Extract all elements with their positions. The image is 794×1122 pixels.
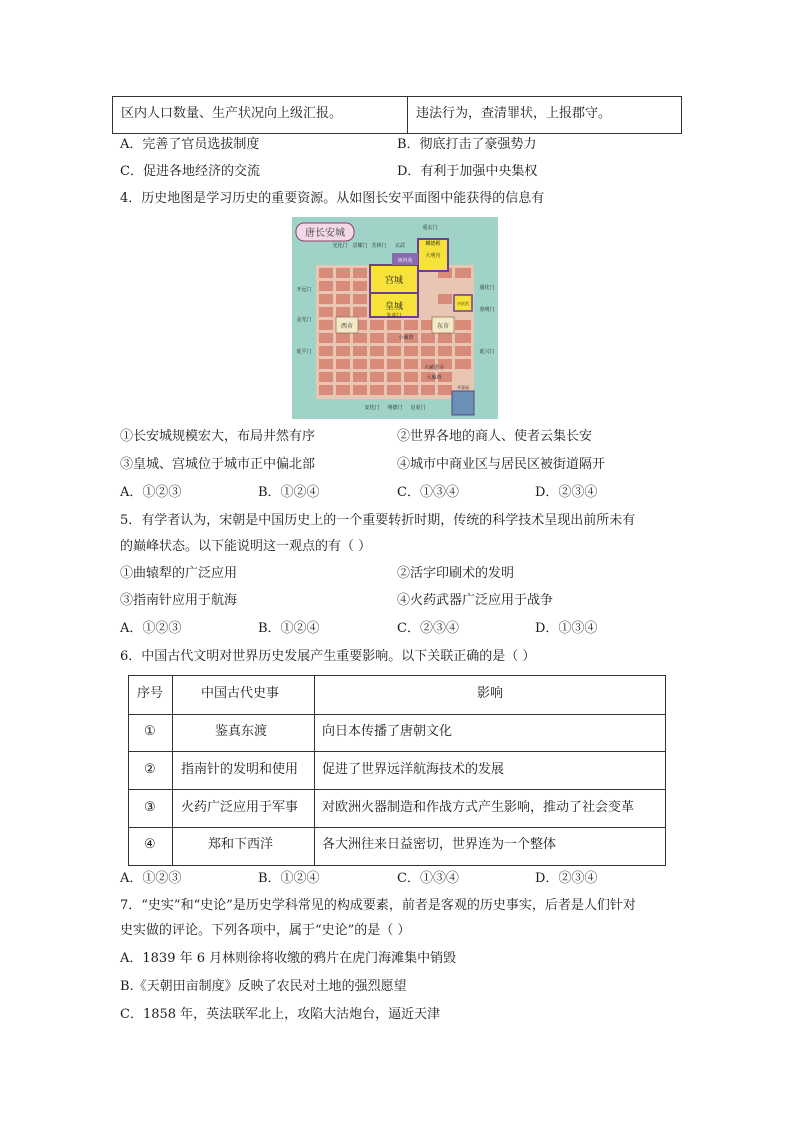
q7-stem-line2: 史实做的评论。下列各项中，属于“史论”的是（ ） — [120, 923, 411, 938]
q6-row2-event: 指南针的发明和使用 — [181, 762, 299, 777]
q6-row1-no: ① — [144, 724, 156, 739]
q4-statement-2: ②世界各地的商人、使者云集长安 — [397, 429, 593, 444]
q4-statement-3: ③皇城、宫城位于城市正中偏北部 — [120, 457, 316, 472]
q6-option-b: B．①②④ — [258, 871, 320, 886]
top-table-cell-right: 违法行为，查清罪状，上报郡守。 — [416, 106, 612, 121]
label-furongyuan: 芙蓉园 — [457, 385, 469, 390]
q6-row2-no: ② — [144, 762, 156, 777]
label-chongxuanmen: 重玄门 — [422, 225, 438, 231]
label-dacien: 大慈恩寺 — [423, 365, 445, 371]
q6-row2-impact: 促进了世界远洋航海技术的发展 — [322, 762, 505, 777]
label-fanglinmen: 芳林门 — [371, 243, 387, 249]
q7-stem-line1: 7．“史实”和“史论”是历史学科常见的构成要素，前者是客观的历史事实，后者是人们针对 — [120, 898, 636, 913]
q5-option-b: B．①②④ — [258, 621, 320, 636]
q6-row1-event: 鉴真东渡 — [215, 724, 268, 739]
q7-option-b: B.《天朝田亩制度》反映了农民对土地的强烈愿望 — [120, 979, 407, 994]
label-xiaoyanta: 小雁塔 — [398, 335, 414, 341]
q5-stem-line1: 5．有学者认为，宋朝是中国历史上的一个重要转折时期，传统的科学技术呈现出前所未有 — [120, 513, 636, 528]
q3-option-b: B．彻底打击了豪强势力 — [397, 137, 537, 152]
label-dayanta: 大雁塔 — [426, 375, 442, 381]
q3-option-d: D．有利于加强中央集权 — [397, 164, 538, 179]
q3-option-a: A．完善了官员选拔制度 — [120, 137, 260, 152]
q3-option-c: C．促进各地经济的交流 — [120, 164, 260, 179]
q4-option-b: B．①②④ — [258, 485, 320, 500]
top-table — [112, 96, 682, 134]
label-zhuquemen: 朱雀门 — [386, 313, 402, 319]
label-jinguangmen: 金光门 — [296, 317, 312, 323]
label-qixiamen: 启夏门 — [410, 405, 426, 411]
q7-option-a: A．1839 年 6 月林则徐将收缴的鸦片在虎门海滩集中销毁 — [120, 951, 457, 966]
q5-statement-1: ①曲辕犁的广泛应用 — [120, 566, 238, 581]
label-daminggong: 大明宫 — [425, 253, 441, 259]
q6-option-d: D．②③④ — [535, 871, 598, 886]
q5-option-d: D．①③④ — [535, 621, 598, 636]
label-huangcheng: 皇城 — [384, 302, 404, 312]
label-ximei: 西内苑 — [397, 258, 413, 264]
label-yanxingmen: 延兴门 — [479, 349, 495, 355]
label-xuanwu: 玄武 — [394, 243, 406, 249]
q4-stem: 4．历史地图是学习历史的重要资源。从如图长安平面图中能获得的信息有 — [120, 191, 545, 206]
top-table-cell-left: 区内人口数量、生产状况向上级汇报。 — [113, 97, 408, 133]
q7-option-c: C．1858 年，英法联军北上，攻陷大沽炮台，逼近天津 — [120, 1007, 441, 1022]
q6-row3-no: ③ — [144, 800, 156, 815]
q4-statement-1: ①长安城规模宏大，布局井然有序 — [120, 429, 316, 444]
q4-option-c: C．①③④ — [397, 485, 459, 500]
q6-row1-impact: 向日本传播了唐朝文化 — [322, 724, 453, 739]
q6-row3-event: 火药广泛应用于军事 — [181, 800, 299, 815]
label-kaiyuanmen: 开远门 — [296, 287, 312, 293]
label-gongcheng: 宫城 — [384, 276, 404, 286]
q5-statement-2: ②活字印刷术的发明 — [397, 566, 515, 581]
label-lindegong: 麟德殿 — [425, 241, 441, 247]
q5-option-c: C．②③④ — [397, 621, 459, 636]
changan-map-svg — [292, 217, 498, 419]
q6-table — [128, 675, 666, 866]
q6-option-c: C．①③④ — [397, 871, 459, 886]
q5-stem-line2: 的巅峰状态。以下能说明这一观点的有（ ） — [120, 539, 372, 554]
q5-statement-4: ④火药武器广泛应用于战争 — [397, 593, 554, 608]
q5-option-a: A．①②③ — [120, 621, 182, 636]
q6-option-a: A．①②③ — [120, 871, 182, 886]
label-mingdemen: 明德门 — [387, 405, 403, 411]
q6-row3-impact: 对欧洲火器制造和作战方式产生影响，推动了社会变革 — [322, 800, 635, 815]
label-yanpingmen: 延平门 — [296, 349, 312, 355]
q4-statement-4: ④城市中商业区与居民区被街道隔开 — [397, 457, 606, 472]
label-xishi: 西市 — [340, 323, 354, 330]
label-tonghuamen: 通化门 — [479, 285, 495, 291]
label-chunmingmen: 春明门 — [479, 307, 495, 313]
furong-garden — [452, 391, 474, 415]
label-jingyaomen: 景耀门 — [352, 243, 368, 249]
label-dongshi: 东市 — [436, 323, 450, 330]
q6-row4-event: 郑和下西洋 — [208, 837, 274, 852]
q6-header-event: 中国古代史事 — [201, 686, 280, 701]
q6-row4-impact: 各大洲往来日益密切，世界连为一个整体 — [322, 837, 557, 852]
q5-statement-3: ③指南针应用于航海 — [120, 593, 238, 608]
q6-row4-no: ④ — [144, 837, 156, 852]
q6-stem: 6．中国古代文明对世界历史发展产生重要影响。以下关联正确的是（ ） — [120, 649, 536, 664]
q6-header-impact: 影响 — [477, 686, 504, 701]
label-anhuamen: 安化门 — [364, 405, 380, 411]
label-xingqinggong: 兴庆宫 — [457, 301, 469, 306]
q4-option-d: D．②③④ — [535, 485, 598, 500]
q4-option-a: A．①②③ — [120, 485, 182, 500]
q6-header-no: 序号 — [137, 686, 164, 701]
changan-map — [292, 217, 498, 419]
label-guanghuamen: 光化门 — [332, 243, 348, 249]
map-title: 唐长安城 — [305, 228, 345, 239]
